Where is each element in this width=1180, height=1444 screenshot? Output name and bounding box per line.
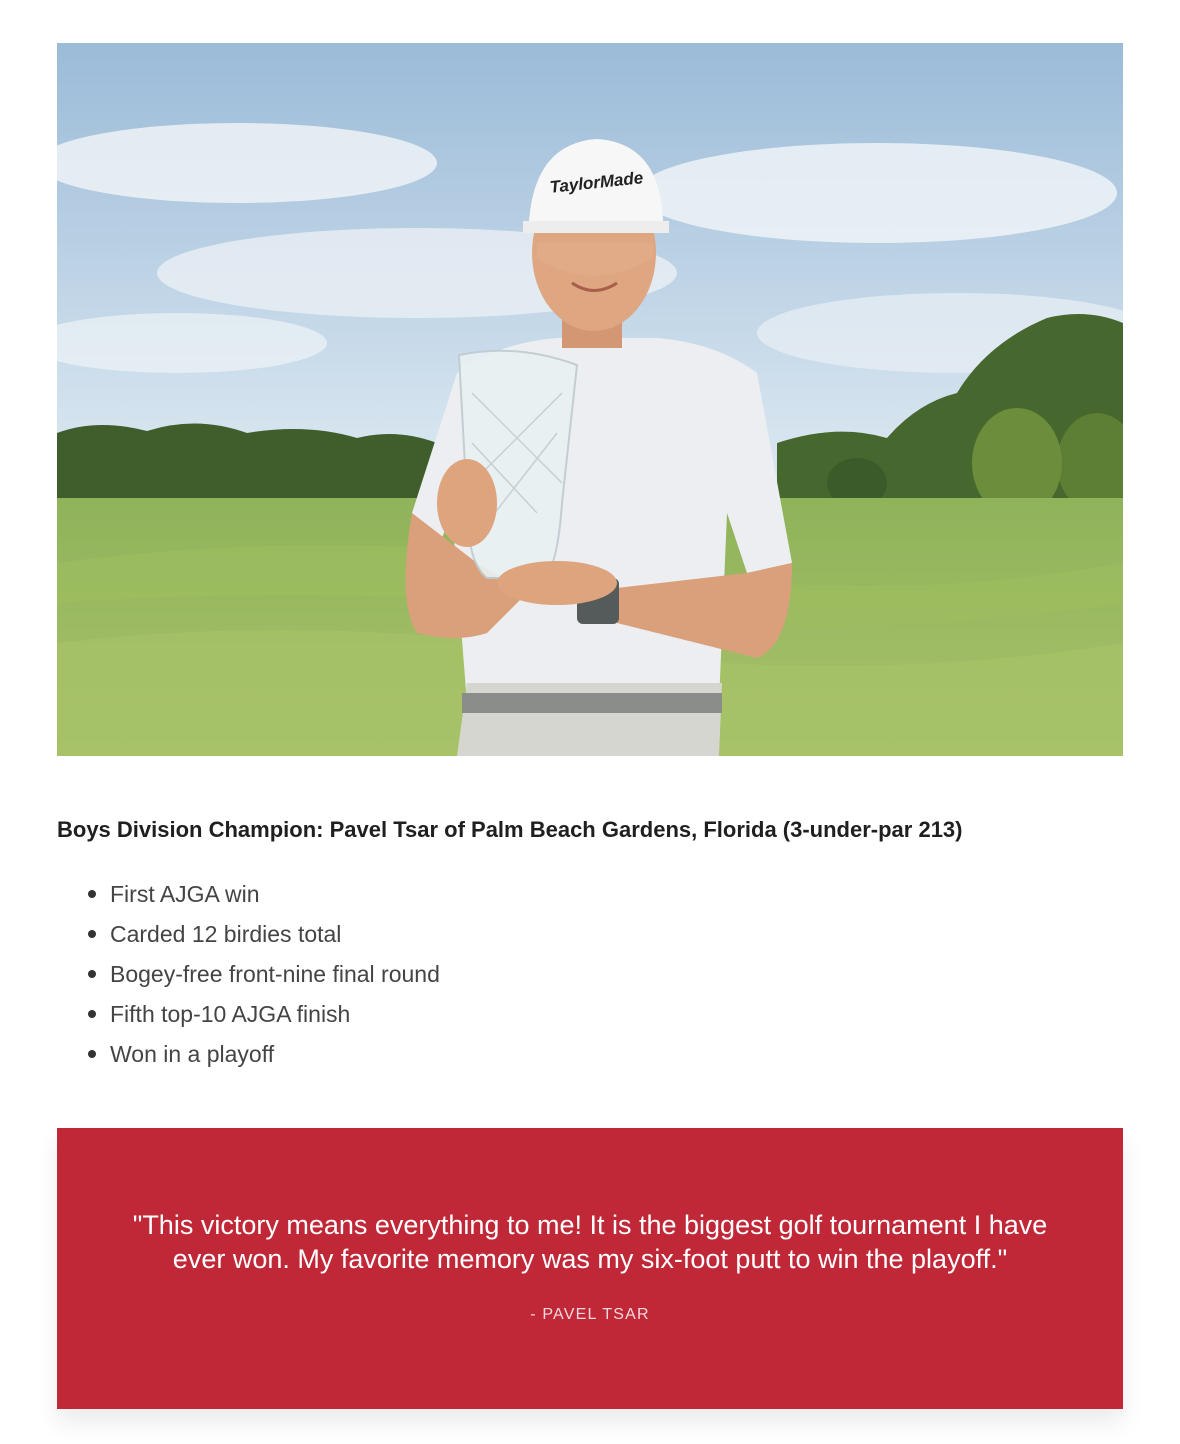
list-item: Carded 12 birdies total xyxy=(110,914,1176,954)
quote-text: "This victory means everything to me! It is the biggest golf tournament I have ever won. My favorite memory was my six-foot putt to win the playoff." xyxy=(132,1210,1048,1274)
quote-card xyxy=(57,1128,1123,1409)
list-item: First AJGA win xyxy=(110,874,1176,914)
cap-logo-text: TaylorMade xyxy=(548,168,645,197)
champion-photo xyxy=(57,43,1123,756)
list-item: Won in a playoff xyxy=(110,1034,1176,1074)
champion-facts-list xyxy=(57,874,1176,1074)
list-item: Fifth top-10 AJGA finish xyxy=(110,994,1176,1034)
champion-headline: Boys Division Champion: Pavel Tsar of Palm Beach Gardens, Florida (3-under-par 213) xyxy=(57,817,963,842)
quote-attribution: - PAVEL TSAR xyxy=(530,1306,650,1323)
list-item: Bogey-free front-nine final round xyxy=(110,954,1176,994)
